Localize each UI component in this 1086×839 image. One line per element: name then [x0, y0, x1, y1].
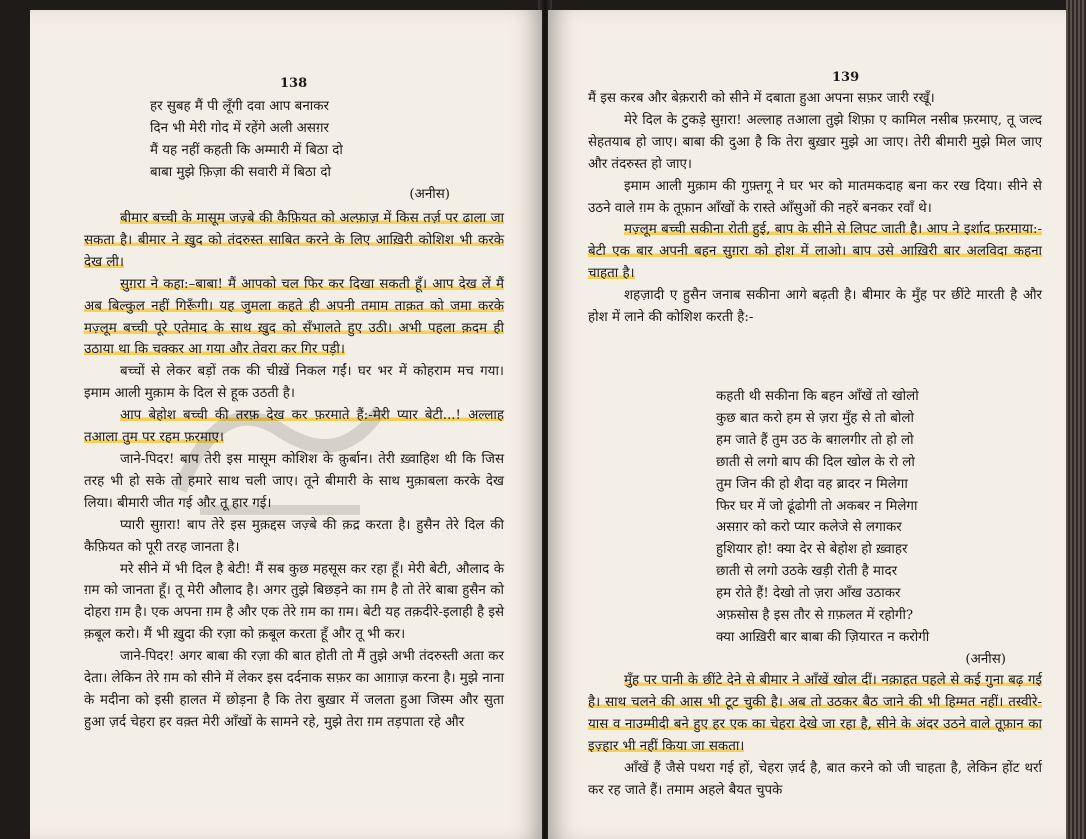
paragraph-text: मज़्लूम बच्ची सकीना रोती हुई, बाप के सीने से लिपट जाती है। आप ने इर्शाद फ़रमाया:-बेटी एक बार अपनी बहन सुग़रा को होश में लाओ। बाप उसे आख़िरी बार अलविदा कहना चाहता है।	[588, 222, 1042, 282]
verse-1-lines	[150, 96, 450, 184]
verse-line: हुशियार हो! क्या देर से बेहोश हो ख़्वाहर	[716, 542, 908, 558]
verse-line: मैं यह नहीं कहती कि अम्मारी में बिठा दो	[150, 142, 343, 158]
paragraph-text: आप बेहोश बच्ची की तरफ़ देख कर फ़रमाते हैं:-मेरी प्यार बेटी...! अल्लाह तआला तुम पर रहम फ़रमाए।	[84, 408, 504, 446]
page-number-right: 139	[832, 70, 860, 85]
verse-line: हम जाते हैं तुम उठ के बग़लगीर तो हो लो	[716, 432, 914, 448]
paragraph	[588, 670, 1042, 758]
paragraph: मेरे दिल के टुकड़े सुग़रा! अल्लाह तआला तुझे शिफ़ा ए कामिल नसीब फ़रमाए, तू जल्द सेहतयाब हो जाए। बाबा की दुआ है कि तेरा बुख़ार मुझे आ जाए। तेरी बीमारी मुझे मिल जाए और तंदरुस्त हो जाए।	[588, 112, 1042, 172]
verse-line: दिन भी मेरी गोद में रहेंगे अली असग़र	[150, 120, 329, 136]
verse-line: फिर घर में जो ढूंढोगी तो अकबर न मिलेगा	[716, 498, 918, 514]
paragraph: बच्चों से लेकर बड़ों तक की चीख़ें निकल गईं। घर भर में कोहराम मच गया। इमाम आली मुक़ाम के दिल से हूक उठती है।	[84, 364, 504, 402]
verse-line: क्या आख़िरी बार बाबा की ज़ियारत न करोगी	[716, 629, 930, 645]
paragraph: प्यारी सुग़रा! बाप तेरे इस मुक़द्दस जज़्बे की क़द्र करता है। हुसैन तेरे दिल की कैफ़ियत को पूरी तरह जानता है।	[84, 517, 504, 555]
paragraph: जाने-पिदर! बाप तेरी इस मासूम कोशिश के क़ुर्बान। तेरी ख़्वाहिश थी कि जिस तरह भी हो सके तो हमारे साथ चली जाए। तूने बीमारी के साथ मुक़ाबला करके देख लिया। बीमारी जीत गई और तू हार गई।	[84, 451, 504, 511]
paragraph-text: मुँह पर पानी के छींटे देने से बीमार ने आँखें खोल दीं। नक़ाहत पहले से कई गुना बढ़ गई है। साथ चलने की आस भी टूट चुकी है। अब तो उठकर बैठ जाने की भी हिम्मत नहीं। तस्वीरे-यास व नाउम्मीदी बने हुए हर एक का चेहरा देखे जा रहा है, सीने के अंदर उठने वाले तूफ़ान का इज़्हार भी नहीं किया जा सकता।	[588, 673, 1042, 754]
left-page	[30, 10, 542, 839]
paragraph: इमाम आली मुक़ाम की गुफ़्तगू ने घर भर को मातमकदाह बना कर रख दिया। सीने से उठने वाले ग़म के तूफ़ान आँखों के रास्ते आँसुओं की नहरें बनकर रवाँ थे।	[588, 178, 1042, 216]
verse-line: छाती से लगो उठके खड़ी रोती है मादर	[716, 564, 898, 580]
paragraph	[588, 219, 1042, 285]
verse-attribution: (अनीस)	[409, 186, 450, 202]
verse-2-lines	[716, 386, 1006, 649]
page-edges	[1066, 0, 1086, 839]
paragraph: आँखें हैं जैसे पथरा गई हों, चेहरा ज़र्द है, बात करने को जी चाहता है, लेकिन होंट थर्रा कर रह जाते हैं। तमाम अहले बैयत चुपके	[588, 760, 1042, 798]
verse-line: असग़र को करो प्यार कलेजे से लगाकर	[716, 520, 902, 536]
verse-line: कहती थी सकीना कि बहन आँखें तो खोलो	[716, 389, 919, 404]
verse-line: बाबा मुझे फ़िज़ा की सवारी में बिठा दो	[150, 164, 331, 180]
paragraph: मैं इस करब और बेक़रारी को सीने में दबाता हुआ अपना सफ़र जारी रखूँ।	[588, 91, 935, 106]
page-number-left: 138	[280, 76, 308, 91]
verse-line: हम रोते हैं! देखो तो ज़रा आँख उठाकर	[716, 586, 901, 602]
verse-2	[716, 386, 1006, 671]
paragraph	[84, 274, 504, 362]
verse-line: हर सुबह मैं पी लूँगी दवा आप बनाकर	[150, 99, 329, 114]
right-body-bottom	[588, 670, 1042, 801]
verse-line: तुम जिन की हो शैदा वह ब्रादर न मिलेगा	[716, 476, 908, 492]
paragraph: मरे सीने में भी दिल है बेटी! मैं सब कुछ महसूस कर रहा हूँ। मेरी बेटी, औलाद के ग़म को जानता हूँ। तू मेरी औलाद है। अगर तुझे बिछड़ने का ग़म है तो तेरे बाबा हुसैन को दोहरा ग़म है। एक अपना ग़म है और एक तेरे ग़म का ग़म। बेटी यह तक़दीरे-इलाही है इसे क़बूल करो। मैं भी ख़ुदा की रज़ा को क़बूल करता हूँ और तू भी कर।	[84, 561, 505, 643]
paragraph: जाने-पिदर! अगर बाबा की रज़ा की बात होती तो मैं तुझे अभी तंदरुस्ती अता कर देता। लेकिन तेरे ग़म को सीने में लेकर इस दर्दनाक सफ़र का आग़ाज़ करना है। मुझे नाना के मदीना को इसी हालत में छोड़ना है कि तेरा बुख़ार में जलता हुआ जिस्म और सुता हुआ ज़र्द चेहरा हर वक़्त मेरी आँखों के सामने रहे, मुझे तेरा ग़म तड़पाता रहे और	[84, 649, 504, 730]
paragraph-text: बीमार बच्ची के मासूम जज़्बे की कैफ़ियत को अल्फ़ाज़ में किस तर्ज़ पर ढाला जा सकता है। बीमार ने ख़ुद को तंदरुस्त साबित करने के लिए आख़िरी कोशिश भी करके देख ली।	[84, 211, 504, 270]
right-body-top	[588, 88, 1042, 329]
verse-line: अफ़सोस है इस तौर से ग़फ़लत में रहोगी?	[716, 608, 914, 624]
verse-attribution: (अनीस)	[965, 651, 1006, 667]
verse-1	[150, 96, 450, 206]
watermark-logo	[160, 370, 400, 530]
paragraph-text: सुग़रा ने कहा:–बाबा! मैं आपको चल फिर कर दिखा सकती हूँ। आप देख लें मैं अब बिल्कुल नहीं गिरूँगी। यह जुमला कहते ही अपनी तमाम ताक़त को जमा करके मज़्लूम बच्ची पूरे एतेमाद के साथ ख़ुद को सँभालते हुए उठी। अभी पहला क़दम ही उठाया था कि चक्कर आ गया और तेवरा कर गिर पड़ी।	[84, 276, 504, 358]
paragraph	[84, 208, 504, 274]
right-page	[548, 10, 1066, 839]
paragraph: शहज़ादी ए हुसैन जनाब सकीना आगे बढ़ती है। बीमार के मुँह पर छींटे मारती है और होश में लाने की कोशिश करती है:-	[588, 288, 1042, 326]
verse-line: कुछ बात करो हम से ज़रा मुँह से तो बोलो	[716, 410, 914, 426]
verse-line: छाती से लगो बाप की दिल खोल के रो लो	[716, 454, 915, 470]
